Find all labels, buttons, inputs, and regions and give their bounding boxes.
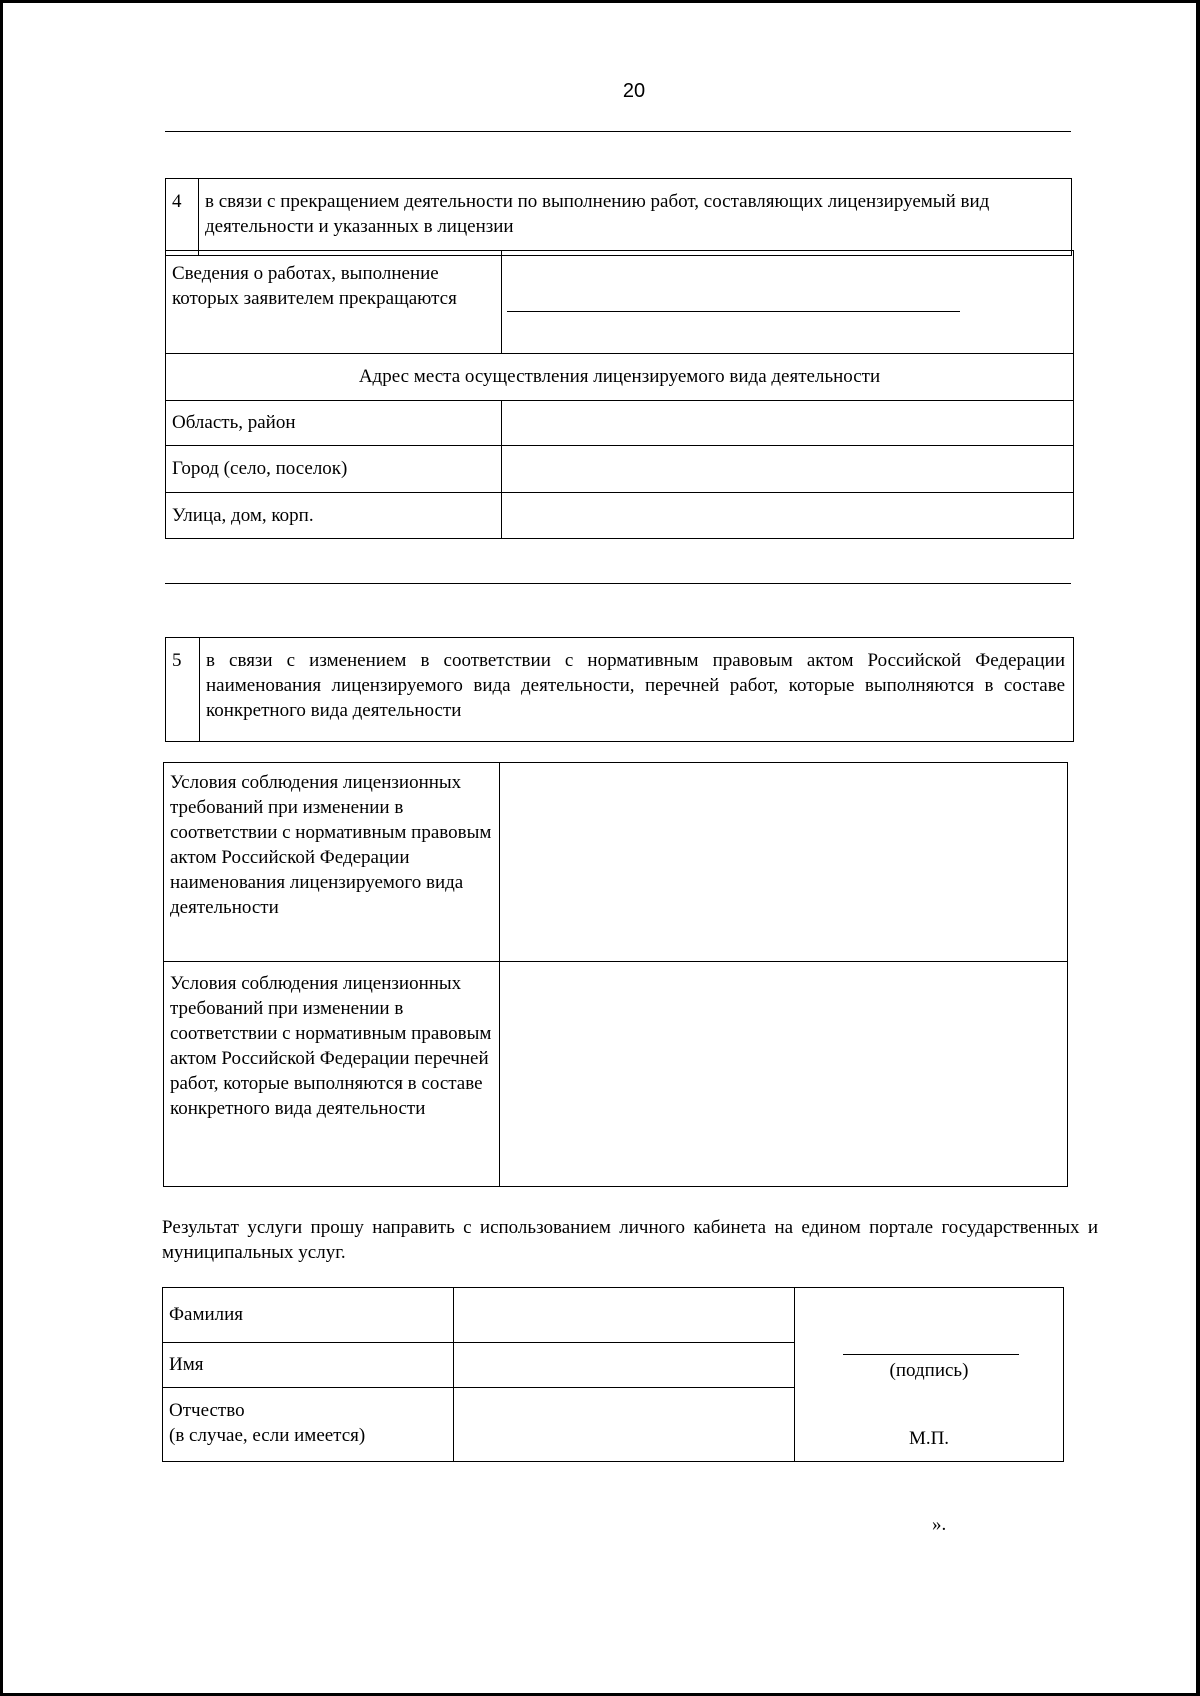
patronymic-value[interactable] bbox=[454, 1388, 795, 1462]
works-underline bbox=[507, 311, 960, 312]
header-divider bbox=[165, 131, 1071, 132]
section4-header-table bbox=[165, 178, 1072, 256]
street-value[interactable] bbox=[502, 493, 1074, 539]
name-value[interactable] bbox=[454, 1343, 795, 1388]
page-number: 20 bbox=[622, 80, 646, 102]
section4-details-table bbox=[165, 250, 1074, 539]
closing-mark: ». bbox=[932, 1514, 947, 1535]
patronymic-note: (в случае, если имеется) bbox=[169, 1425, 366, 1447]
section4-title: в связи с прекращением деятельности по выполнению работ, составляющих лицензируемый вид деятельности и указанных в лицензии bbox=[199, 179, 1072, 256]
name-label: Имя bbox=[163, 1343, 454, 1388]
signature-table bbox=[162, 1287, 1064, 1462]
condition1-value[interactable] bbox=[500, 763, 1068, 962]
patronymic-cell bbox=[163, 1388, 454, 1462]
works-label: Сведения о работах, выполнение которых заявителем прекращаются bbox=[166, 251, 502, 354]
city-value[interactable] bbox=[502, 446, 1074, 493]
region-label: Область, район bbox=[166, 401, 502, 446]
region-value[interactable] bbox=[502, 401, 1074, 446]
works-value[interactable] bbox=[502, 251, 1074, 354]
condition2-label: Условия соблюдения лицензионных требований при изменении в соответствии с нормативным правовым актом Российской Федерации перечней работ, которые выполняются в составе конкретного вида деятельности bbox=[164, 962, 500, 1187]
section5-header-table bbox=[165, 637, 1074, 742]
city-label: Город (село, поселок) bbox=[166, 446, 502, 493]
signature-cell[interactable] bbox=[795, 1288, 1064, 1462]
condition1-label: Условия соблюдения лицензионных требований при изменении в соответствии с нормативным правовым актом Российской Федерации наименования лицензируемого вида деятельности bbox=[164, 763, 500, 962]
section5-number: 5 bbox=[166, 638, 200, 742]
section4-number: 4 bbox=[166, 179, 199, 256]
signature-caption: (подпись) bbox=[889, 1360, 969, 1381]
surname-value[interactable] bbox=[454, 1288, 795, 1343]
patronymic-label: Отчество bbox=[169, 1400, 245, 1421]
surname-label: Фамилия bbox=[163, 1288, 454, 1343]
address-header: Адрес места осуществления лицензируемого вида деятельности bbox=[166, 354, 1074, 401]
section5-title: в связи с изменением в соответствии с нормативным правовым актом Российской Федерации наименования лицензируемого вида деятельности, перечней работ, которые выполняются в составе конкретного вида деятельности bbox=[200, 638, 1074, 742]
condition2-value[interactable] bbox=[500, 962, 1068, 1187]
result-paragraph: Результат услуги прошу направить с использованием личного кабинета на едином портале государственных и муниципальных услуг. bbox=[162, 1217, 1098, 1264]
stamp-label: М.П. bbox=[908, 1428, 950, 1449]
street-label: Улица, дом, корп. bbox=[166, 493, 502, 539]
section5-conditions-table bbox=[163, 762, 1068, 1187]
signature-line bbox=[843, 1354, 1019, 1355]
section-divider bbox=[165, 583, 1071, 584]
